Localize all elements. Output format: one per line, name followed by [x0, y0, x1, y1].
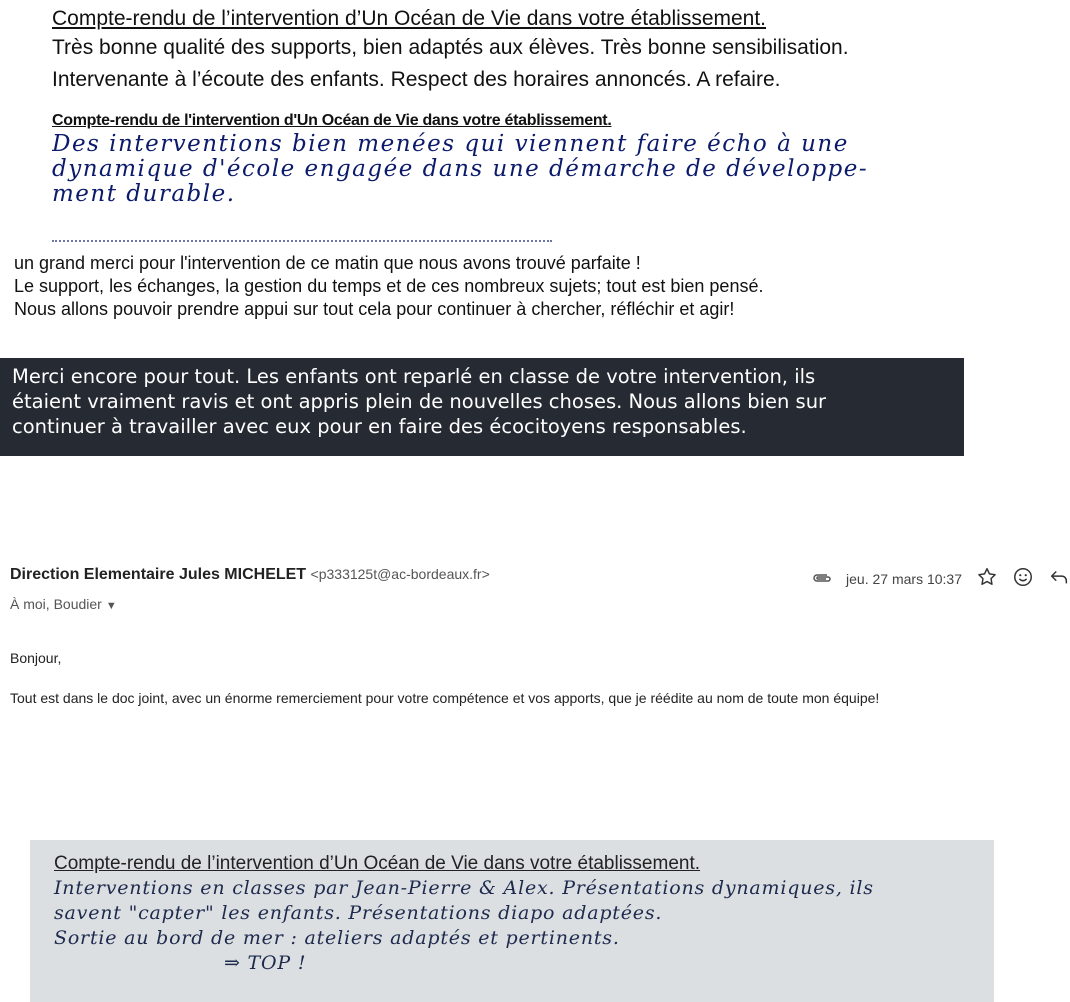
handwritten-line: savent "capter" les enfants. Présentations diapo adaptées.	[54, 902, 663, 924]
attachment-icon	[812, 569, 832, 590]
handwritten-line: ment durable.	[52, 181, 236, 207]
reply-icon[interactable]	[1048, 566, 1070, 592]
star-icon[interactable]	[976, 566, 998, 592]
review-title: Compte-rendu de l’intervention d’Un Océan de Vie dans votre établissement.	[52, 7, 767, 30]
message-line: Le support, les échanges, la gestion du temps et de ces nombreux sujets; tout est bien pensé.	[14, 276, 764, 296]
message-line: un grand merci pour l'intervention de ce matin que nous avons trouvé parfaite !	[14, 253, 641, 273]
recipients-toggle[interactable]	[10, 596, 1070, 612]
handwritten-line: Sortie au bord de mer : ateliers adaptés et pertinents.	[54, 927, 620, 949]
email-header	[10, 566, 1070, 594]
message-line: continuer à travailler avec eux pour en faire des écocitoyens responsables.	[12, 415, 747, 438]
message-dark	[0, 358, 964, 456]
email-message	[10, 566, 1070, 706]
typed-review	[52, 6, 1062, 96]
scan-title: Compte-rendu de l’intervention d’Un Océan de Vie dans votre établissement.	[54, 853, 701, 874]
review-line: Très bonne qualité des supports, bien adaptés aux élèves. Très bonne sensibilisation.	[52, 36, 849, 59]
email-greeting: Bonjour,	[10, 650, 62, 666]
recipients-text: À moi, Boudier	[10, 596, 102, 612]
handwritten-line: Interventions en classes par Jean-Pierre & Alex. Présentations dynamiques, ils	[54, 877, 874, 899]
review-line: Intervenante à l’écoute des enfants. Respect des horaires annoncés. A refaire.	[52, 68, 781, 91]
email-body: Tout est dans le doc joint, avec un énorme remerciement pour votre compétence et vos apports, que je réédite au nom de toute mon équipe!	[10, 690, 880, 706]
emoji-icon[interactable]	[1012, 566, 1034, 592]
cropped-edge	[52, 240, 552, 246]
scanned-review	[30, 840, 994, 1002]
scan-handwritten-text	[54, 876, 970, 976]
message-plain	[14, 252, 1054, 321]
message-line: étaient vraiment ravis et ont appris plein de nouvelles choses. Nous allons bien sur	[12, 390, 827, 413]
sender-address: <p333125t@ac-bordeaux.fr>	[310, 566, 490, 582]
message-line: Nous allons pouvoir prendre appui sur tout cela pour continuer à chercher, réfléchir et agir!	[14, 299, 735, 319]
message-line: Merci encore pour tout. Les enfants ont reparlé en classe de votre intervention, ils	[12, 365, 816, 388]
handwritten-text	[52, 132, 1012, 207]
handwritten-line: dynamique d'école engagée dans une démarche de développe-	[52, 156, 869, 182]
email-meta	[812, 566, 1070, 592]
handwritten-line: Des interventions bien menées qui viennent faire écho à une	[52, 131, 849, 157]
handwritten-conclusion: ⇒ TOP !	[224, 952, 307, 974]
handwritten-review	[52, 110, 1012, 246]
form-title: Compte-rendu de l'intervention d'Un Océan de Vie dans votre établissement.	[52, 112, 612, 129]
email-date: jeu. 27 mars 10:37	[846, 571, 962, 587]
chevron-down-icon[interactable]: ▼	[105, 600, 117, 612]
sender-name[interactable]: Direction Elementaire Jules MICHELET	[10, 566, 307, 583]
